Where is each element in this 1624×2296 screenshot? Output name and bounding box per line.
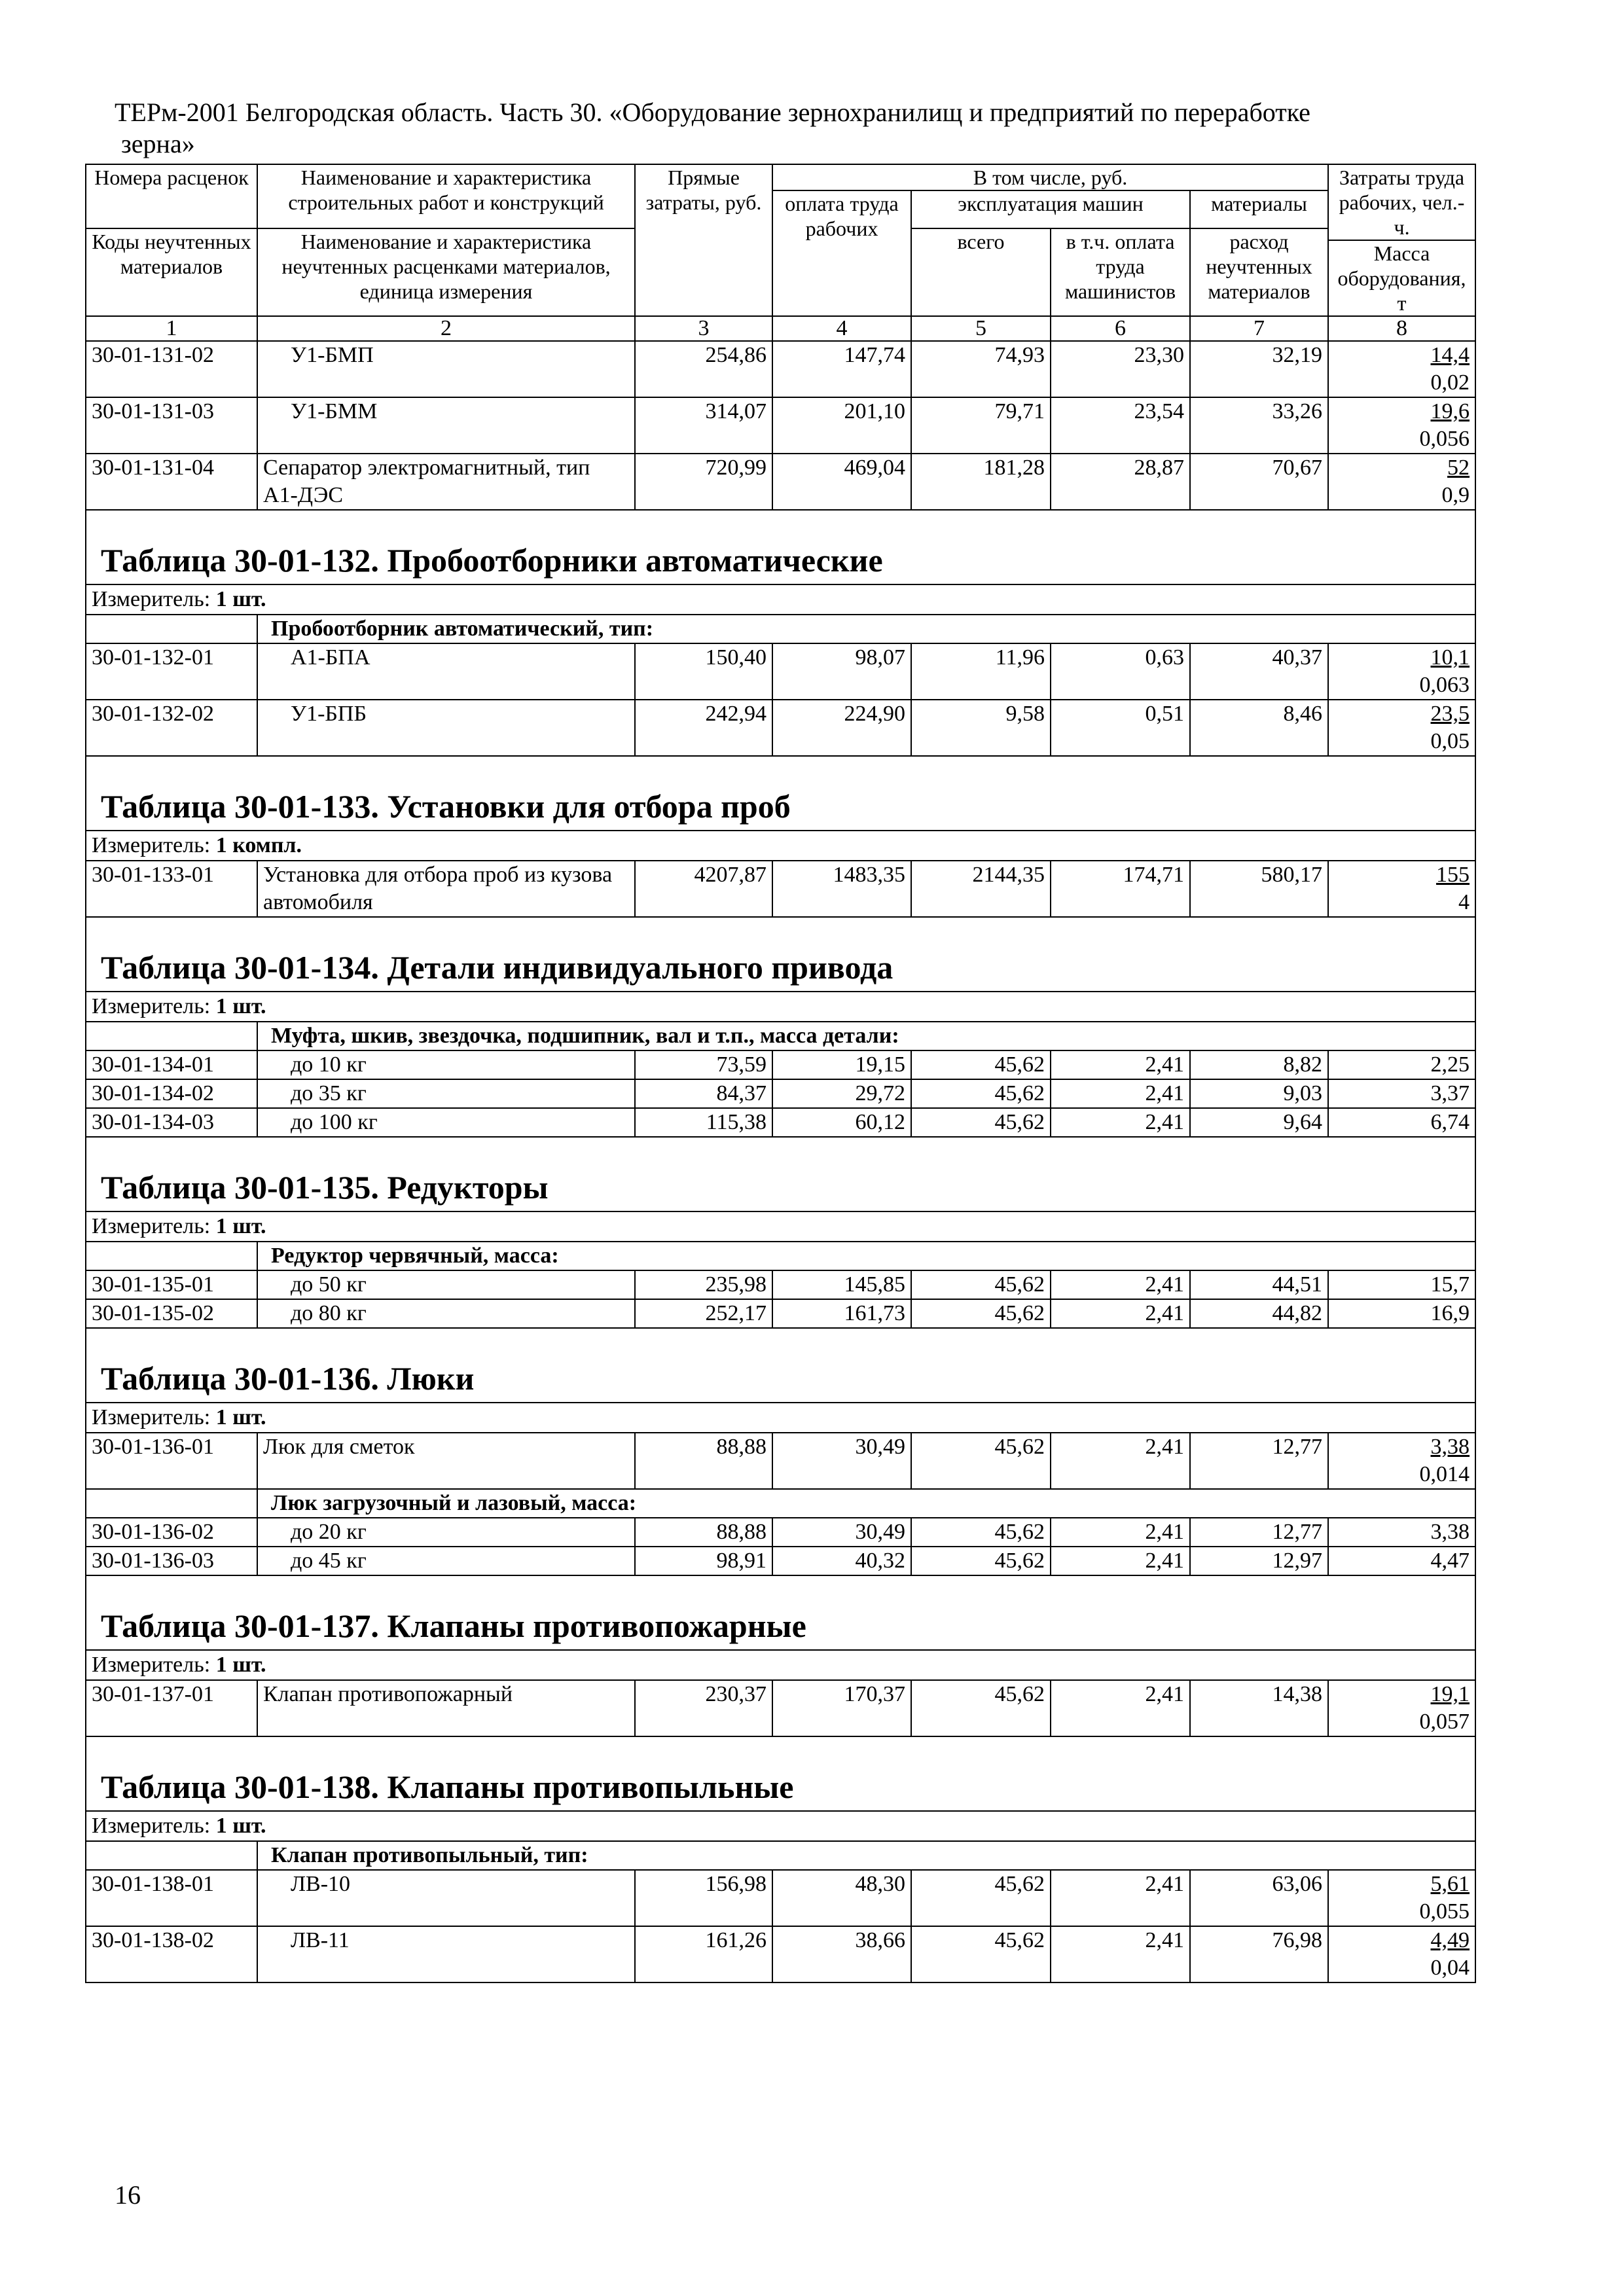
measure-row (86, 992, 1475, 1022)
direct-costs: 314,07 (635, 397, 772, 454)
equipment-mass: 0,9 (1441, 483, 1470, 507)
direct-costs: 73,59 (635, 1050, 772, 1079)
labor-hours: 52 (1447, 456, 1470, 480)
labor-hours: 23,5 (1430, 702, 1470, 726)
machines-total: 45,62 (911, 1433, 1051, 1489)
group-code-cell (86, 1242, 257, 1270)
labor-pay: 60,12 (772, 1108, 911, 1137)
col-number: 1 (86, 316, 257, 341)
measure-row (86, 1211, 1475, 1242)
table-row (86, 1680, 1475, 1736)
rate-code: 30-01-131-03 (86, 397, 257, 454)
rate-name: Клапан противопожарный (257, 1680, 635, 1736)
materials-cost: 580,17 (1190, 861, 1328, 917)
labor-hours: 4,49 (1430, 1928, 1470, 1952)
direct-costs: 156,98 (635, 1870, 772, 1926)
operators-pay: 2,41 (1051, 1926, 1190, 1982)
rate-code: 30-01-136-01 (86, 1433, 257, 1489)
labor-pay: 170,37 (772, 1680, 911, 1736)
labor-hours: 10,1 (1430, 645, 1470, 670)
rate-name: У1-БМП (257, 341, 635, 397)
materials-cost: 8,82 (1190, 1050, 1328, 1079)
section-title-row (86, 756, 1475, 831)
rate-name: до 20 кг (257, 1518, 635, 1547)
labor-hours: 6,74 (1328, 1108, 1475, 1137)
rate-name: Сепаратор электромагнитный, тип А1-ДЭС (257, 454, 635, 510)
operators-pay: 2,41 (1051, 1050, 1190, 1079)
table-row (86, 1547, 1475, 1575)
measure-value: 1 компл. (215, 833, 302, 857)
labor-hours: 14,4 (1430, 343, 1470, 367)
labor-pay: 30,49 (772, 1433, 911, 1489)
labor-mass-cell (1328, 700, 1475, 756)
machines-total: 181,28 (911, 454, 1051, 510)
labor-mass-cell (1328, 341, 1475, 397)
rate-name: ЛВ-11 (257, 1926, 635, 1982)
machines-total: 45,62 (911, 1079, 1051, 1108)
rate-name: Установка для отбора проб из кузова автомобиля (257, 861, 635, 917)
machines-total: 2144,35 (911, 861, 1051, 917)
measure-row (86, 584, 1475, 615)
equipment-mass: 0,04 (1430, 1956, 1470, 1980)
materials-cost: 8,46 (1190, 700, 1328, 756)
group-row (86, 1022, 1475, 1050)
operators-pay: 0,51 (1051, 700, 1190, 756)
operators-pay: 174,71 (1051, 861, 1190, 917)
table-row (86, 1079, 1475, 1108)
table-row (86, 1108, 1475, 1137)
rate-code: 30-01-132-02 (86, 700, 257, 756)
equipment-mass: 0,057 (1419, 1710, 1470, 1734)
direct-costs: 84,37 (635, 1079, 772, 1108)
measure-unit (86, 584, 1475, 615)
col6-header: в т.ч. оплата труда машинистов (1051, 228, 1190, 316)
rate-code: 30-01-135-02 (86, 1299, 257, 1328)
header-line2: зерна» (121, 129, 195, 158)
col8-top: Затраты труда рабочих, чел.-ч. (1328, 164, 1475, 240)
page-header (115, 97, 1456, 160)
machines-total: 74,93 (911, 341, 1051, 397)
direct-costs: 252,17 (635, 1299, 772, 1328)
group-code-cell (86, 615, 257, 643)
rate-name: до 10 кг (257, 1050, 635, 1079)
group-row (86, 615, 1475, 643)
operators-pay: 2,41 (1051, 1870, 1190, 1926)
rate-code: 30-01-138-02 (86, 1926, 257, 1982)
materials-cost: 44,82 (1190, 1299, 1328, 1328)
direct-costs: 88,88 (635, 1433, 772, 1489)
section-title: Таблица 30-01-135. Редукторы (86, 1137, 1475, 1211)
col5-header: всего (911, 228, 1051, 316)
rate-name: до 45 кг (257, 1547, 635, 1575)
col8-bottom: Масса оборудования, т (1328, 240, 1475, 316)
col-number: 3 (635, 316, 772, 341)
equipment-mass: 0,02 (1430, 370, 1470, 395)
materials-cost: 9,64 (1190, 1108, 1328, 1137)
equipment-mass: 0,05 (1430, 729, 1470, 753)
col-number: 5 (911, 316, 1051, 341)
equipment-mass: 4 (1458, 890, 1470, 914)
rates-table (85, 164, 1476, 1983)
materials-cost: 44,51 (1190, 1270, 1328, 1299)
table-row (86, 1926, 1475, 1982)
measure-label: Измеритель: (92, 587, 211, 611)
operators-pay: 2,41 (1051, 1433, 1190, 1489)
labor-pay: 29,72 (772, 1079, 911, 1108)
materials-cost: 14,38 (1190, 1680, 1328, 1736)
direct-costs: 235,98 (635, 1270, 772, 1299)
col1-top: Номера расценок (86, 164, 257, 228)
machines-total: 9,58 (911, 700, 1051, 756)
direct-costs: 4207,87 (635, 861, 772, 917)
measure-unit (86, 1650, 1475, 1680)
labor-hours: 19,6 (1430, 399, 1470, 423)
rate-code: 30-01-132-01 (86, 643, 257, 700)
operators-pay: 2,41 (1051, 1270, 1190, 1299)
labor-mass-cell (1328, 397, 1475, 454)
materials-cost: 12,77 (1190, 1518, 1328, 1547)
rate-code: 30-01-137-01 (86, 1680, 257, 1736)
section-title-row (86, 1736, 1475, 1811)
group-title: Редуктор червячный, масса: (257, 1242, 1475, 1270)
direct-costs: 720,99 (635, 454, 772, 510)
labor-pay: 98,07 (772, 643, 911, 700)
measure-label: Измеритель: (92, 1214, 211, 1238)
measure-row (86, 1650, 1475, 1680)
measure-label: Измеритель: (92, 1405, 211, 1429)
rate-name: до 50 кг (257, 1270, 635, 1299)
materials-cost: 76,98 (1190, 1926, 1328, 1982)
materials-cost: 70,67 (1190, 454, 1328, 510)
machines-total: 45,62 (911, 1926, 1051, 1982)
col2-top: Наименование и характеристика строительных работ и конструкций (257, 164, 635, 228)
materials-cost: 32,19 (1190, 341, 1328, 397)
labor-hours: 3,38 (1328, 1518, 1475, 1547)
machines-total: 79,71 (911, 397, 1051, 454)
rate-name: до 35 кг (257, 1079, 635, 1108)
operators-pay: 23,30 (1051, 341, 1190, 397)
table-row (86, 1050, 1475, 1079)
labor-hours: 19,1 (1430, 1682, 1470, 1706)
col1-bottom: Коды неучтенных материалов (86, 228, 257, 316)
rate-code: 30-01-138-01 (86, 1870, 257, 1926)
measure-row (86, 1811, 1475, 1841)
group-code-cell (86, 1841, 257, 1870)
operators-pay: 2,41 (1051, 1680, 1190, 1736)
labor-pay: 147,74 (772, 341, 911, 397)
materials-cost: 12,97 (1190, 1547, 1328, 1575)
header-line1: ТЕРм-2001 Белгородская область. Часть 30. «Оборудование зернохранилищ и предприятий по переработке (115, 98, 1310, 127)
measure-value: 1 шт. (215, 587, 266, 611)
group-title: Клапан противопыльный, тип: (257, 1841, 1475, 1870)
direct-costs: 88,88 (635, 1518, 772, 1547)
labor-pay: 201,10 (772, 397, 911, 454)
section-title: Таблица 30-01-132. Пробоотборники автоматические (86, 510, 1475, 584)
section-title: Таблица 30-01-134. Детали индивидуального привода (86, 917, 1475, 992)
machines-total: 45,62 (911, 1299, 1051, 1328)
machines-total: 45,62 (911, 1680, 1051, 1736)
direct-costs: 230,37 (635, 1680, 772, 1736)
measure-row (86, 831, 1475, 861)
equipment-mass: 0,055 (1419, 1899, 1470, 1924)
rate-code: 30-01-135-01 (86, 1270, 257, 1299)
col3-header: Прямые затраты, руб. (635, 164, 772, 316)
table-row (86, 643, 1475, 700)
machines-total: 11,96 (911, 643, 1051, 700)
page-number: 16 (115, 2180, 141, 2210)
column-numbers-row (86, 316, 1475, 341)
incl-header: В том числе, руб. (772, 164, 1328, 190)
labor-pay: 48,30 (772, 1870, 911, 1926)
table-row (86, 1518, 1475, 1547)
rate-code: 30-01-133-01 (86, 861, 257, 917)
measure-value: 1 шт. (215, 994, 266, 1018)
group-title: Люк загрузочный и лазовый, масса: (257, 1489, 1475, 1518)
rate-code: 30-01-131-04 (86, 454, 257, 510)
rate-code: 30-01-134-01 (86, 1050, 257, 1079)
labor-pay: 469,04 (772, 454, 911, 510)
section-title: Таблица 30-01-137. Клапаны противопожарные (86, 1575, 1475, 1650)
labor-pay: 40,32 (772, 1547, 911, 1575)
table-row (86, 700, 1475, 756)
rate-code: 30-01-136-02 (86, 1518, 257, 1547)
labor-hours: 155 (1436, 863, 1470, 887)
measure-label: Измеритель: (92, 833, 211, 857)
measure-label: Измеритель: (92, 994, 211, 1018)
section-title: Таблица 30-01-133. Установки для отбора проб (86, 756, 1475, 831)
materials-cost: 40,37 (1190, 643, 1328, 700)
labor-mass-cell (1328, 643, 1475, 700)
group-title: Пробоотборник автоматический, тип: (257, 615, 1475, 643)
section-title-row (86, 1328, 1475, 1403)
group-code-cell (86, 1489, 257, 1518)
section-title-row (86, 1137, 1475, 1211)
col7-header: расход неучтенных материалов (1190, 228, 1328, 316)
labor-mass-cell (1328, 454, 1475, 510)
labor-pay: 224,90 (772, 700, 911, 756)
measure-unit (86, 1211, 1475, 1242)
machines-total: 45,62 (911, 1270, 1051, 1299)
labor-pay: 161,73 (772, 1299, 911, 1328)
rate-name: У1-БПБ (257, 700, 635, 756)
group-row (86, 1489, 1475, 1518)
rate-name: до 80 кг (257, 1299, 635, 1328)
equipment-mass: 0,056 (1419, 427, 1470, 451)
measure-label: Измеритель: (92, 1814, 211, 1838)
labor-mass-cell (1328, 1926, 1475, 1982)
table-row (86, 397, 1475, 454)
operators-pay: 2,41 (1051, 1299, 1190, 1328)
col-number: 6 (1051, 316, 1190, 341)
measure-label: Измеритель: (92, 1653, 211, 1677)
rate-name: Люк для сметок (257, 1433, 635, 1489)
machines-total: 45,62 (911, 1050, 1051, 1079)
machines-header: эксплуатация машин (911, 190, 1190, 228)
group-code-cell (86, 1022, 257, 1050)
operators-pay: 2,41 (1051, 1108, 1190, 1137)
group-title: Муфта, шкив, звездочка, подшипник, вал и т.п., масса детали: (257, 1022, 1475, 1050)
materials-header: материалы (1190, 190, 1328, 228)
direct-costs: 254,86 (635, 341, 772, 397)
machines-total: 45,62 (911, 1108, 1051, 1137)
measure-value: 1 шт. (215, 1214, 266, 1238)
measure-unit (86, 992, 1475, 1022)
col2-bottom: Наименование и характеристика неучтенных расценками материалов, единица измерения (257, 228, 635, 316)
labor-mass-cell (1328, 1870, 1475, 1926)
operators-pay: 0,63 (1051, 643, 1190, 700)
table-row (86, 1299, 1475, 1328)
measure-unit (86, 831, 1475, 861)
group-row (86, 1242, 1475, 1270)
table-row (86, 861, 1475, 917)
labor-hours: 3,38 (1430, 1435, 1470, 1459)
col-number: 4 (772, 316, 911, 341)
equipment-mass: 0,063 (1419, 673, 1470, 697)
labor-pay: 30,49 (772, 1518, 911, 1547)
labor-hours: 5,61 (1430, 1872, 1470, 1896)
direct-costs: 242,94 (635, 700, 772, 756)
machines-total: 45,62 (911, 1518, 1051, 1547)
col-number: 8 (1328, 316, 1475, 341)
materials-cost: 12,77 (1190, 1433, 1328, 1489)
group-row (86, 1841, 1475, 1870)
measure-value: 1 шт. (215, 1653, 266, 1677)
measure-unit (86, 1403, 1475, 1433)
rate-code: 30-01-136-03 (86, 1547, 257, 1575)
col-number: 7 (1190, 316, 1328, 341)
rate-name: У1-БММ (257, 397, 635, 454)
section-title-row (86, 510, 1475, 584)
materials-cost: 9,03 (1190, 1079, 1328, 1108)
labor-pay: 1483,35 (772, 861, 911, 917)
labor-mass-cell (1328, 1433, 1475, 1489)
rate-name: ЛВ-10 (257, 1870, 635, 1926)
direct-costs: 161,26 (635, 1926, 772, 1982)
operators-pay: 2,41 (1051, 1518, 1190, 1547)
rate-name: А1-БПА (257, 643, 635, 700)
rate-name: до 100 кг (257, 1108, 635, 1137)
materials-cost: 33,26 (1190, 397, 1328, 454)
materials-cost: 63,06 (1190, 1870, 1328, 1926)
table-row (86, 341, 1475, 397)
labor-pay: 19,15 (772, 1050, 911, 1079)
labor-hours: 2,25 (1328, 1050, 1475, 1079)
labor-hours: 3,37 (1328, 1079, 1475, 1108)
table-row (86, 1270, 1475, 1299)
labor-hours: 15,7 (1328, 1270, 1475, 1299)
section-title: Таблица 30-01-138. Клапаны противопыльные (86, 1736, 1475, 1811)
measure-value: 1 шт. (215, 1814, 266, 1838)
labor-mass-cell (1328, 1680, 1475, 1736)
labor-pay: 38,66 (772, 1926, 911, 1982)
operators-pay: 2,41 (1051, 1079, 1190, 1108)
machines-total: 45,62 (911, 1547, 1051, 1575)
machines-total: 45,62 (911, 1870, 1051, 1926)
table-row (86, 1870, 1475, 1926)
labor-hours: 4,47 (1328, 1547, 1475, 1575)
labor-pay: 145,85 (772, 1270, 911, 1299)
col4-header: оплата труда рабочих (772, 190, 911, 316)
direct-costs: 115,38 (635, 1108, 772, 1137)
equipment-mass: 0,014 (1419, 1462, 1470, 1486)
section-title-row (86, 917, 1475, 992)
rate-code: 30-01-134-03 (86, 1108, 257, 1137)
rate-code: 30-01-134-02 (86, 1079, 257, 1108)
direct-costs: 150,40 (635, 643, 772, 700)
section-title: Таблица 30-01-136. Люки (86, 1328, 1475, 1403)
section-title-row (86, 1575, 1475, 1650)
header-row-1 (86, 164, 1475, 190)
rate-code: 30-01-131-02 (86, 341, 257, 397)
labor-hours: 16,9 (1328, 1299, 1475, 1328)
measure-unit (86, 1811, 1475, 1841)
labor-mass-cell (1328, 861, 1475, 917)
operators-pay: 2,41 (1051, 1547, 1190, 1575)
col-number: 2 (257, 316, 635, 341)
measure-row (86, 1403, 1475, 1433)
measure-value: 1 шт. (215, 1405, 266, 1429)
operators-pay: 23,54 (1051, 397, 1190, 454)
table-row (86, 1433, 1475, 1489)
table-row (86, 454, 1475, 510)
direct-costs: 98,91 (635, 1547, 772, 1575)
operators-pay: 28,87 (1051, 454, 1190, 510)
